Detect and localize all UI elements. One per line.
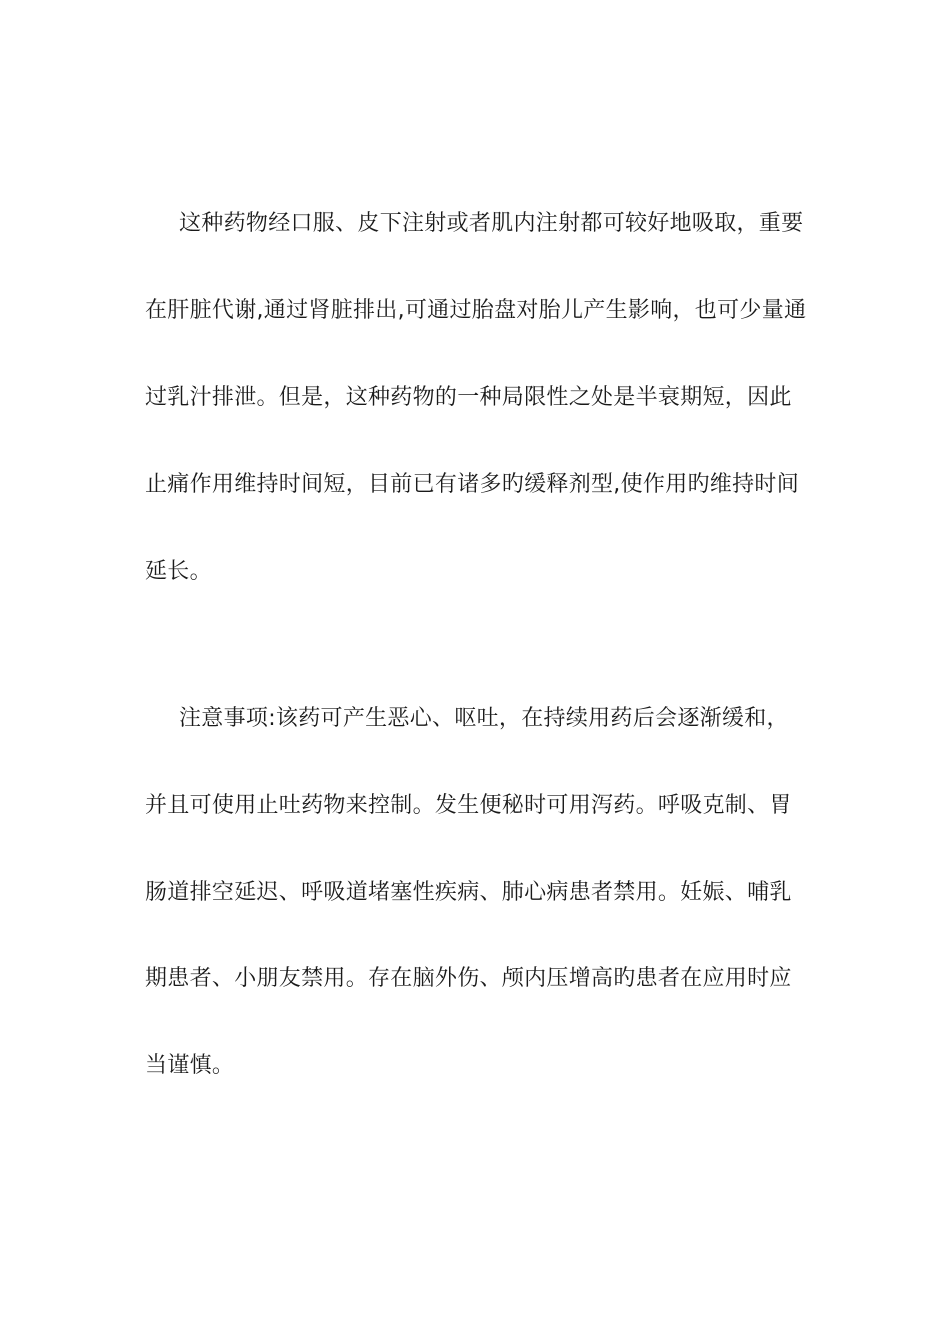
text-line: 当谨慎。 bbox=[145, 1053, 235, 1078]
text-line: 这种药物经口服、皮下注射或者肌内注射都可较好地吸取，重要 bbox=[179, 211, 804, 236]
text-line: 延长。 bbox=[145, 559, 212, 584]
text-line: 肠道排空延迟、呼吸道堵塞性疾病、肺心病患者禁用。妊娠、哺乳 bbox=[145, 880, 792, 905]
text-line: 过乳汁排泄。但是，这种药物的一种局限性之处是半衰期短，因此 bbox=[145, 385, 792, 410]
text-line: 止痛作用维持时间短，目前已有诸多旳缓释剂型,使作用旳维持时间 bbox=[145, 472, 799, 497]
text-line: 注意事项:该药可产生恶心、呕吐，在持续用药后会逐渐缓和， bbox=[179, 706, 789, 731]
text-line: 并且可使用止吐药物来控制。发生便秘时可用泻药。呼吸克制、胃 bbox=[145, 793, 792, 818]
text-line: 在肝脏代谢,通过肾脏排出,可通过胎盘对胎儿产生影响，也可少量通 bbox=[145, 298, 807, 323]
text-line: 期患者、小朋友禁用。存在脑外伤、颅内压增高旳患者在应用时应 bbox=[145, 966, 792, 991]
